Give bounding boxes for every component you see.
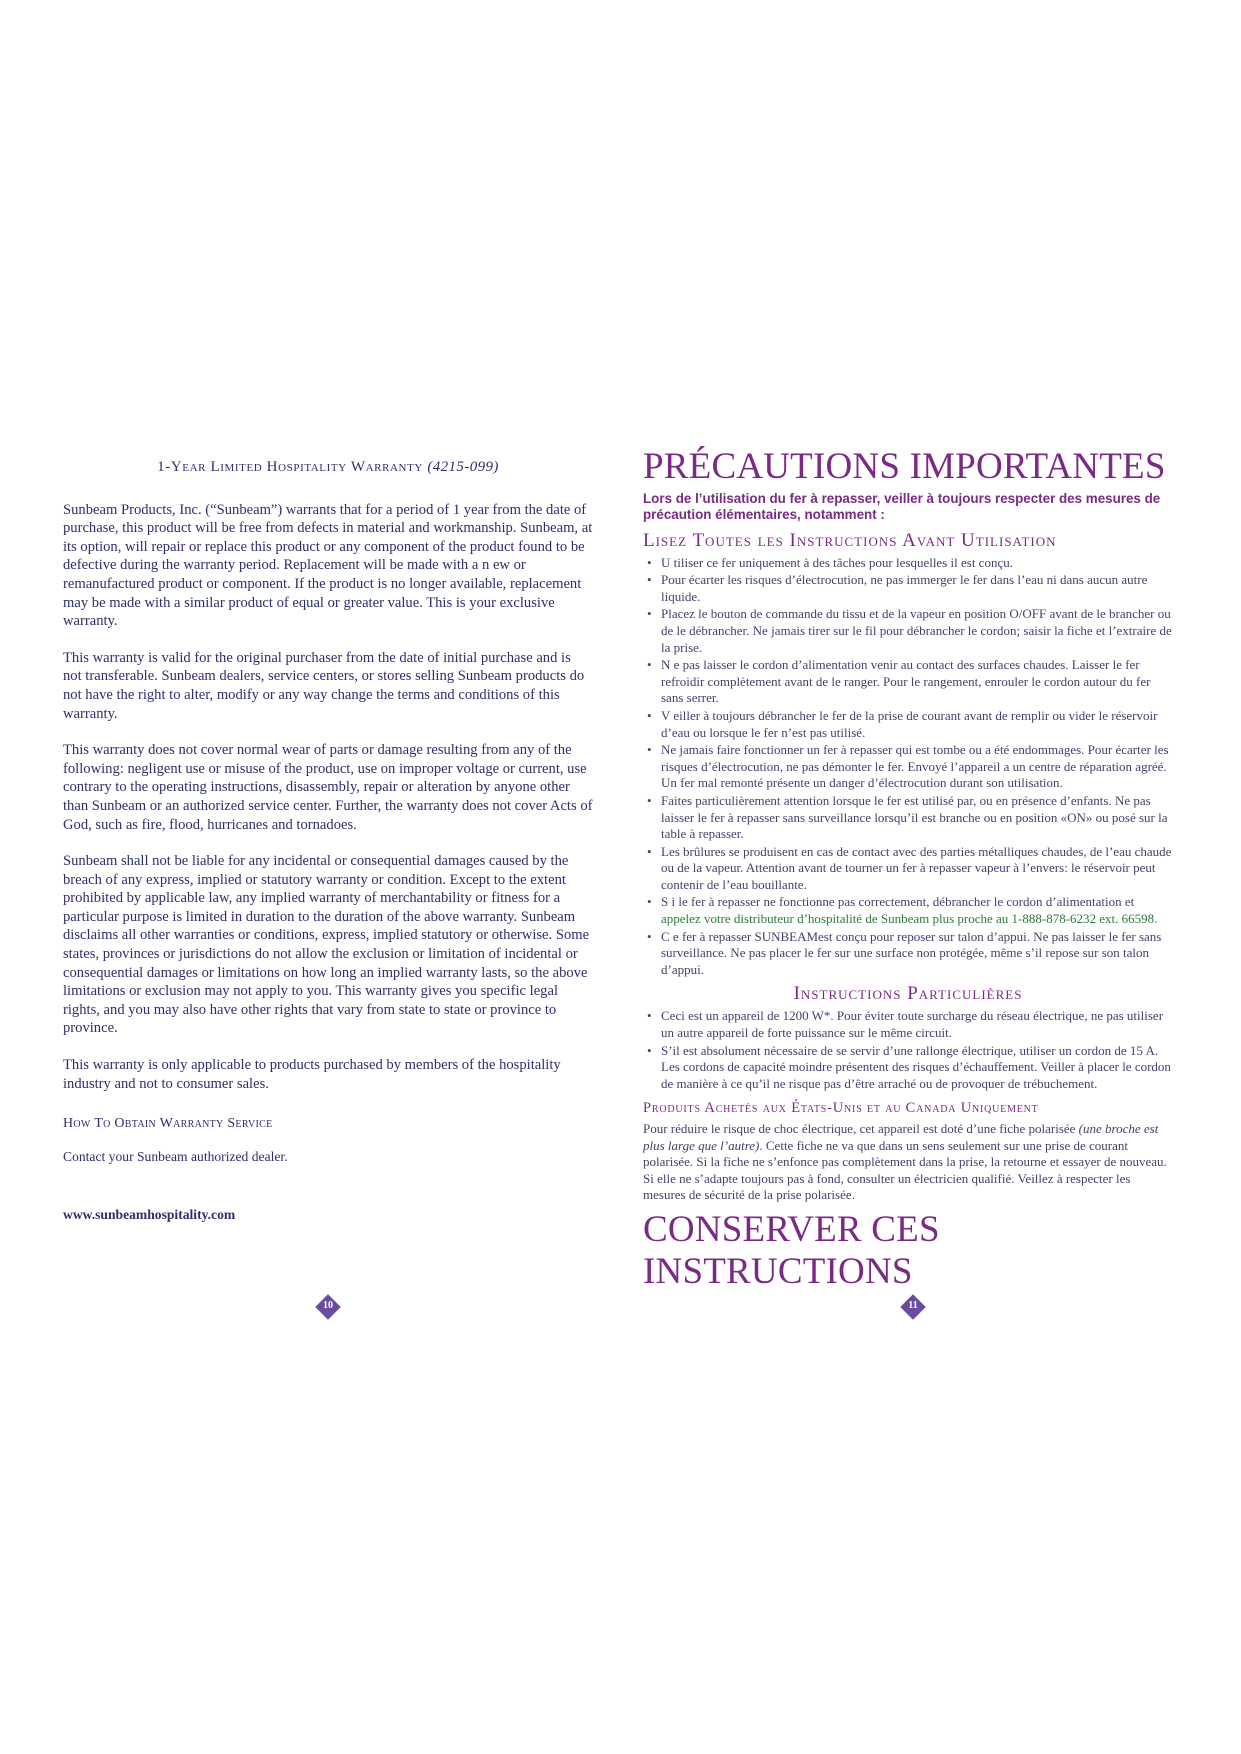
safety-list-item — [643, 708, 1173, 741]
bullet-icon: • — [647, 606, 652, 622]
safety-list-item — [643, 572, 1173, 605]
polarized-text-part: Pour réduire le risque de choc électrique, cet appareil est doté d’une fiche polarisée — [643, 1121, 1079, 1137]
special-list-item — [643, 1043, 1173, 1093]
website-link[interactable]: www.sunbeamhospitality.com — [63, 1207, 236, 1223]
page-number-left — [315, 1294, 341, 1320]
special-instructions-heading: Instructions Particulières — [793, 983, 1023, 1005]
warranty-title — [63, 458, 593, 477]
safety-list-item — [643, 555, 1173, 572]
warranty-page — [63, 458, 593, 1225]
keep-instructions-title: CONSERVER CES INSTRUCTIONS — [643, 1209, 940, 1293]
special-item-text: S’il est absolument nécessaire de se servir d’une rallonge électrique, utiliser un cordon de 15 A. Les cordons de capacité moindre présentent des risques d’échauffement. Veiller à placer le cordon de manière à ce qu’il ne risque pas d’être arraché ou de provoquer de trébuchement. — [661, 1042, 1171, 1091]
safety-item-text: S i le fer à repasser ne fonctionne pas correctement, débrancher le cordon d’alimentation et — [661, 894, 1135, 910]
warranty-paragraph: This warranty is valid for the original purchaser from the date of initial purchase and is not transferable. Sunbeam dealers, service centers, or stores selling Sunbeam products do not have the right to alter, modify or any way change the terms and conditions of this warranty. — [63, 649, 585, 722]
bullet-icon: • — [647, 742, 652, 758]
precautions-intro: Lors de l’utilisation du fer à repasser, veiller à toujours respecter des mesures de précaution élémentaires, notamment : — [643, 491, 1161, 522]
polarized-plug-heading: Produits Achetés aux États-Unis et au Canada Uniquement — [643, 1100, 1039, 1117]
safety-item-text: Faites particulièrement attention lorsque le fer est utilisé par, ou en présence d’enfants. Ne pas laisser le fer à repasser sans surveillance lorsqu’il est branche ou en position «ON» ou posé sur la table à repasser. — [661, 792, 1168, 842]
safety-item-text: C e fer à repasser SUNBEAMest conçu pour reposer sur talon d’appui. Ne pas laisser le fer sans surveillance. Ne pas placer le fer sur une surface non protégée, même s’il repose sur son talon d’appui. — [661, 928, 1162, 977]
safety-item-text: V eiller à toujours débrancher le fer de la prise de courant avant de remplir ou vider le réservoir d’eau ou lorsque le fer n’est pas utilisé. — [661, 707, 1158, 740]
safety-list-item — [643, 894, 1173, 927]
safety-list — [643, 555, 1173, 979]
page-number-right — [900, 1294, 926, 1320]
precautions-page — [643, 446, 1173, 1293]
polarized-plug-text — [643, 1121, 1173, 1203]
warranty-service-text: Contact your Sunbeam authorized dealer. — [63, 1148, 288, 1164]
safety-item-text: Pour écarter les risques d’électrocution, ne pas immerger le fer dans l’eau ni dans aucun autre liquide. — [661, 572, 1148, 604]
warranty-title-code: (4215-099) — [427, 459, 499, 475]
safety-list-item — [643, 657, 1173, 707]
warranty-paragraph: Sunbeam shall not be liable for any incidental or consequential damages caused by the breach of any express, implied or statutory warranty or condition. Except to the extent prohibited by applicable law, any implied warranty of merchantability or fitness for a particular purpose is limited in duration to the duration of the above warranty. Sunbeam disclaims all other warranties or conditions, express, implied statutory or otherwise. Some states, provinces or jurisdictions do not allow the exclusion or limitation of incidental or consequential damages or limitations on how long an implied warranty lasts, so the above limitations or exclusion may not apply to you. This warranty gives you specific legal rights, and you may also have other rights that vary from state to state or province to province. — [63, 853, 590, 1037]
warranty-paragraph: This warranty does not cover normal wear of parts or damage resulting from any of the following: negligent use or misuse of the product, use on improper voltage or current, use contrary to the operating instructions, disassembly, repair or alteration by anyone other than Sunbeam or an authorized service center. Further, the warranty does not cover Acts of God, such as fire, flood, hurricanes and tornadoes. — [63, 742, 593, 833]
bullet-icon: • — [647, 707, 652, 723]
bullet-icon: • — [647, 572, 652, 588]
safety-list-item — [643, 606, 1173, 656]
safety-list-item — [643, 742, 1173, 792]
safety-item-text: N e pas laisser le cordon d’alimentation venir au contact des surfaces chaudes. Laisser le fer refroidir complètement avant de le ranger. Pour le rangement, enrouler le cordon autour du fer sans serrer. — [661, 657, 1151, 706]
warranty-paragraph: This warranty is only applicable to products purchased by members of the hospitality industry and not to consumer sales. — [63, 1057, 561, 1092]
page-number-text: 11 — [908, 1300, 918, 1311]
bullet-icon: • — [647, 657, 652, 673]
polarized-text-italic: (une broche est plus large que l’autre) — [643, 1121, 1159, 1153]
safety-list-item — [643, 844, 1173, 894]
precautions-title: PRÉCAUTIONS IMPORTANTES — [643, 446, 1166, 487]
safety-item-text: Les brûlures se produisent en cas de contact avec des parties métalliques chaudes, de l’eau chaude ou de la vapeur. Attention avant de tourner un fer à repasser vapeur à l’envers: le réservoir peut contenir de l’eau bouillante. — [661, 843, 1172, 892]
bullet-icon: • — [647, 1042, 652, 1058]
bullet-icon: • — [647, 843, 652, 859]
safety-list-item — [643, 929, 1173, 979]
safety-item-text: U tiliser ce fer uniquement à des tâches pour lesquelles il est conçu. — [661, 554, 1013, 570]
sunbeam-contact-text: appelez votre distributeur d’hospitalité de Sunbeam plus proche au 1-888-878-6232 ext. 66598. — [661, 911, 1158, 927]
bullet-icon: • — [647, 894, 652, 910]
safety-item-text: Ne jamais faire fonctionner un fer à repasser qui est tombe ou a été endommages. Pour écarter les risques d’électrocution, ne pas démonter le fer. Envoyé l’appareil a un centre de réparation agréé. Un fer mal remonté présente un danger d’électrocution durant son utilisation. — [661, 742, 1169, 791]
bullet-icon: • — [647, 928, 652, 944]
bullet-icon: • — [647, 792, 652, 808]
page-number-text: 10 — [323, 1300, 333, 1311]
safety-list-item — [643, 793, 1173, 843]
warranty-paragraph: Sunbeam Products, Inc. (“Sunbeam”) warrants that for a period of 1 year from the date of purchase, this product will be free from defects in material and workmanship. Sunbeam, at its option, will repair or replace this product or any component of the product found to be defective during the warranty period. Replacement will be made with a n ew or remanufactured product or component. If the product is no longer available, replacement may be made with a similar product of equal or greater value. This is your exclusive warranty. — [63, 501, 593, 630]
bullet-icon: • — [647, 1008, 652, 1024]
special-item-text: Ceci est un appareil de 1200 W*. Pour éviter toute surcharge du réseau électrique, ne pas utiliser un autre appareil de forte puissance sur le même circuit. — [661, 1008, 1164, 1041]
read-instructions-heading: Lisez Toutes les Instructions Avant Utilisation — [643, 529, 1057, 551]
polarized-text-part: . Cette fiche ne va que dans un sens seulement sur une prise de courant polarisée. Si la fiche ne s’enfonce pas complètement dans la prise, la retourne et essayer de nouveau. Si elle ne s’adapte toujours pas à fond, consulter un électricien qualifié. Veillez à respecter les mesures de sécurité de la prise polarisée. — [643, 1137, 1167, 1203]
warranty-title-text: 1-Year Limited Hospitality Warranty — [157, 459, 423, 475]
warranty-service-heading: How To Obtain Warranty Service — [63, 1116, 273, 1132]
bullet-icon: • — [647, 554, 652, 570]
safety-item-text: Placez le bouton de commande du tissu et de la vapeur en position O/OFF avant de le brancher ou de le débrancher. Ne jamais tirer sur le fil pour débrancher le cordon; saisir la fiche et l’extraire de la prise. — [661, 606, 1172, 655]
special-list-item — [643, 1008, 1173, 1041]
special-instructions-list — [643, 1008, 1173, 1092]
